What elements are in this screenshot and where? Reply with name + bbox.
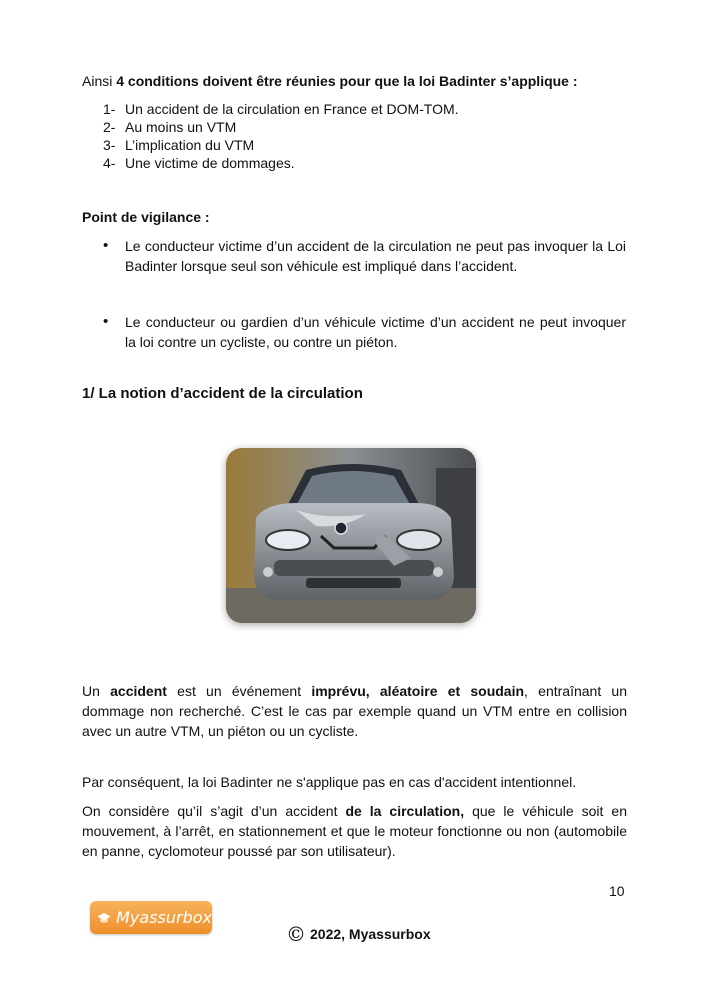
bullet-icon: •: [103, 313, 109, 330]
conditions-list: [103, 100, 623, 172]
text-fragment: est un événement: [166, 683, 312, 699]
crashed-car-photo: [226, 448, 476, 623]
bold-term: accident: [110, 683, 167, 699]
list-number: 4-: [103, 155, 116, 171]
list-number: 2-: [103, 119, 116, 135]
footer-text: 2022, Myassurbox: [310, 926, 431, 942]
myassurbox-logo: [90, 901, 212, 934]
vigilance-item: [103, 312, 626, 352]
logo-hat-icon: [96, 907, 112, 929]
list-item: [103, 136, 623, 154]
logo-text: Myassurbox: [116, 908, 212, 927]
vigilance-title: Point de vigilance :: [82, 209, 210, 225]
page-number: 10: [609, 883, 625, 899]
intro-sentence: [82, 72, 642, 90]
list-number: 1-: [103, 101, 116, 117]
intro-prefix: Ainsi: [82, 73, 117, 89]
list-text: L’implication du VTM: [125, 137, 255, 153]
list-text: Au moins un VTM: [125, 119, 237, 135]
vigilance-item: [103, 236, 626, 276]
list-number: 3-: [103, 137, 116, 153]
text-fragment: Un: [82, 683, 111, 699]
section-title: 1/ La notion d’accident de la circulation: [82, 385, 363, 402]
text-fragment: que le véhicule soit en mouvement, à l’arrêt, en stationnement et que le moteur fonctionne ou non (automobile en panne, cyclomoteur poussé par son utilisateur).: [82, 803, 627, 859]
circulation-paragraph: [82, 801, 627, 861]
copyright-icon: ©: [286, 922, 306, 946]
list-item: [103, 118, 623, 136]
intro-bold: 4 conditions doivent être réunies pour que la loi Badinter s’applique :: [116, 73, 578, 89]
crashed-car-icon: [226, 448, 476, 623]
footer-copyright: [286, 922, 431, 946]
list-text: Un accident de la circulation en France et DOM-TOM.: [125, 101, 459, 117]
vigilance-text: Le conducteur ou gardien d’un véhicule victime d’un accident ne peut invoquer la loi contre un cycliste, ou contre un piéton.: [125, 314, 626, 350]
list-item: [103, 100, 623, 118]
bold-term: imprévu, aléatoire et soudain: [311, 683, 525, 699]
list-text: Une victime de dommages.: [125, 155, 295, 171]
list-item: [103, 154, 623, 172]
bold-term: de la circulation,: [345, 803, 465, 819]
text-fragment: , entraînant un dommage non recherché. C’est le cas par exemple quand un VTM entre en collision avec un autre VTM, un piéton ou un cycliste.: [82, 683, 627, 739]
accident-definition: [82, 681, 627, 741]
bullet-icon: •: [103, 237, 109, 254]
text-fragment: On considère qu’il s’agit d’un accident: [82, 803, 346, 819]
consequence-paragraph: Par conséquent, la loi Badinter ne s'applique pas en cas d'accident intentionnel.: [82, 774, 577, 790]
vigilance-text: Le conducteur victime d’un accident de la circulation ne peut pas invoquer la Loi Badinter lorsque seul son véhicule est impliqué dans l’accident.: [125, 238, 626, 274]
